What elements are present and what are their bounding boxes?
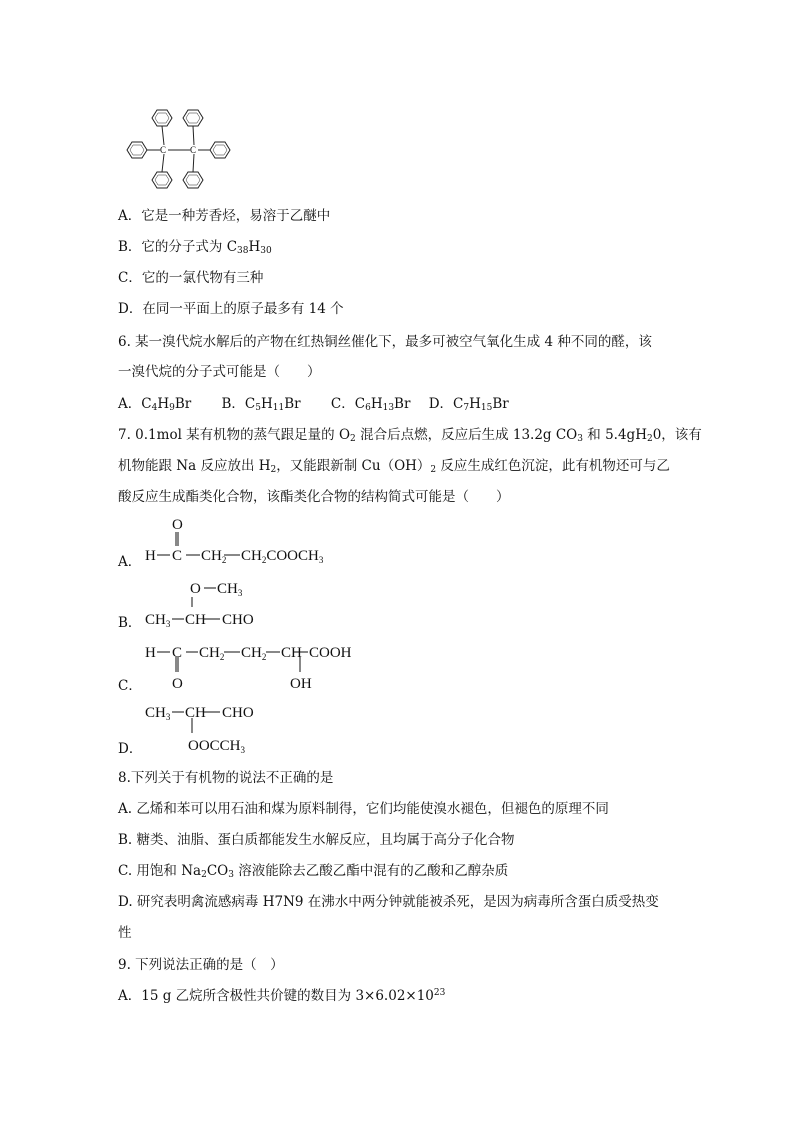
group-ch2: CH [199, 645, 220, 661]
group-ch: CH [281, 645, 302, 661]
q7-option-b-structure [142, 575, 342, 631]
group-cooh: COOH [309, 645, 352, 661]
q8-option-b: B. 糖类、油脂、蛋白质都能发生水解反应，且均属于高分子化合物 [118, 832, 515, 848]
q5-option-a: A．它是一种芳香烃，易溶于乙醚中 [118, 208, 331, 224]
group-oh: OH [290, 676, 312, 692]
q6-option-a: A．$C_4H_9Br$ [118, 396, 192, 413]
q6-stem-line1: 6. 某一溴代烷水解后的产物在红热铜丝催化下，最多可被空气氧化生成 4 种不同的醛，该 [118, 334, 652, 350]
q6-options [118, 395, 535, 413]
q8-option-d-line1: D. 研究表明禽流感病毒 H7N9 在沸水中两分钟就能被杀死，是因为病毒所含蛋白质受热变 [118, 894, 659, 910]
group-cho: CHO [222, 612, 254, 628]
atom-o: O [172, 517, 183, 533]
q8-option-a: A. 乙烯和苯可以用石油和煤为原料制得，它们均能使溴水褪色，但褪色的原理不同 [118, 801, 609, 817]
q9-stem: 9. 下列说法正确的是（ ） [118, 957, 284, 973]
svg-text:CH2: $CH_2$ [199, 645, 225, 662]
q7-option-d-label: D． [118, 741, 143, 757]
q9-option-a: A．15 g 乙烷所含极性共价键的数目为 $3\times 6.02\times 10^{23}$ [118, 988, 446, 1004]
q6-stem-line2: 一溴代烷的分子式可能是（ ） [118, 364, 321, 380]
group-ch3: CH [217, 581, 238, 597]
q7-stem-line1: 7. 0.1mol 某有机物的蒸气跟足量的 $O_2$ 混合后点燃，反应后生成 13.2g $CO_3$ 和 $5.4gH_20$，该有 [118, 427, 702, 444]
svg-text:CH3: $CH_3$ [145, 612, 171, 629]
atom-h: H [145, 645, 156, 661]
q6-option-b: B．$C_5H_{11}Br$ [221, 396, 301, 413]
q6-option-c: C．$C_6H_{13}Br$ [330, 396, 411, 413]
svg-text:CH3: $CH_3$ [145, 705, 171, 722]
group-cho: CHO [222, 705, 254, 721]
svg-text:CH2: $CH_2$ [201, 548, 227, 565]
atom-c: C [172, 645, 183, 661]
q7-option-a-label: A． [118, 554, 142, 570]
group-ch: CH [185, 705, 206, 721]
q5-option-d: D．在同一平面上的原子最多有 14 个 [118, 301, 344, 317]
q5-option-c: C．它的一氯代物有三种 [118, 270, 264, 286]
group-ch2cooch3: CH [241, 548, 262, 564]
group-ch3: CH [145, 705, 166, 721]
q7-option-c-structure [142, 636, 402, 696]
q7-option-b-label: B． [118, 615, 142, 631]
q8-stem: 8.下列关于有机物的说法不正确的是 [118, 770, 334, 786]
group-ch2: CH [241, 645, 262, 661]
carbon-label: C [160, 145, 167, 155]
atom-c: C [172, 548, 183, 564]
q6-option-d: D．$C_7H_{15}Br$ [428, 396, 509, 413]
atom-o: O [172, 676, 183, 692]
atom-o: O [190, 581, 201, 597]
atom-h: H [145, 548, 156, 564]
svg-text:CH2: $CH_2$ [241, 645, 267, 662]
q5-option-b: B．它的分子式为 $C_{38}H_{30}$ [118, 239, 272, 256]
group-ch3: CH [145, 612, 166, 628]
group-ch: CH [185, 612, 206, 628]
svg-text:CH3: $CH_3$ [217, 581, 243, 598]
q8-option-d-line2: 性 [118, 925, 132, 941]
hexaphenylethane-structure [118, 100, 248, 196]
q7-stem-line2: 机物能跟 Na 反应放出 $H_2$，又能跟新制 $Cu(OH)_2$ 反应生成红色沉淀，此有机物还可与乙 [118, 458, 670, 475]
carbon-label: C [190, 145, 197, 155]
q7-option-a-structure [142, 514, 342, 570]
group-oocch3: OOCCH [188, 738, 241, 754]
q7-option-d-structure [142, 699, 342, 755]
svg-text:OOCCH3: $OOCCH_3$ [188, 738, 246, 755]
q7-option-c-label: C． [118, 678, 142, 694]
group-ch2: CH [201, 548, 222, 564]
q7-stem-line3: 酸反应生成酯类化合物，该酯类化合物的结构简式可能是（ ） [118, 489, 510, 505]
svg-text:CH2COOCH3: $CH_2COOCH_3$ [241, 548, 324, 565]
q8-option-c: C. 用饱和 $Na_2CO_3$ 溶液能除去乙酸乙酯中混有的乙酸和乙醇杂质 [118, 863, 509, 880]
